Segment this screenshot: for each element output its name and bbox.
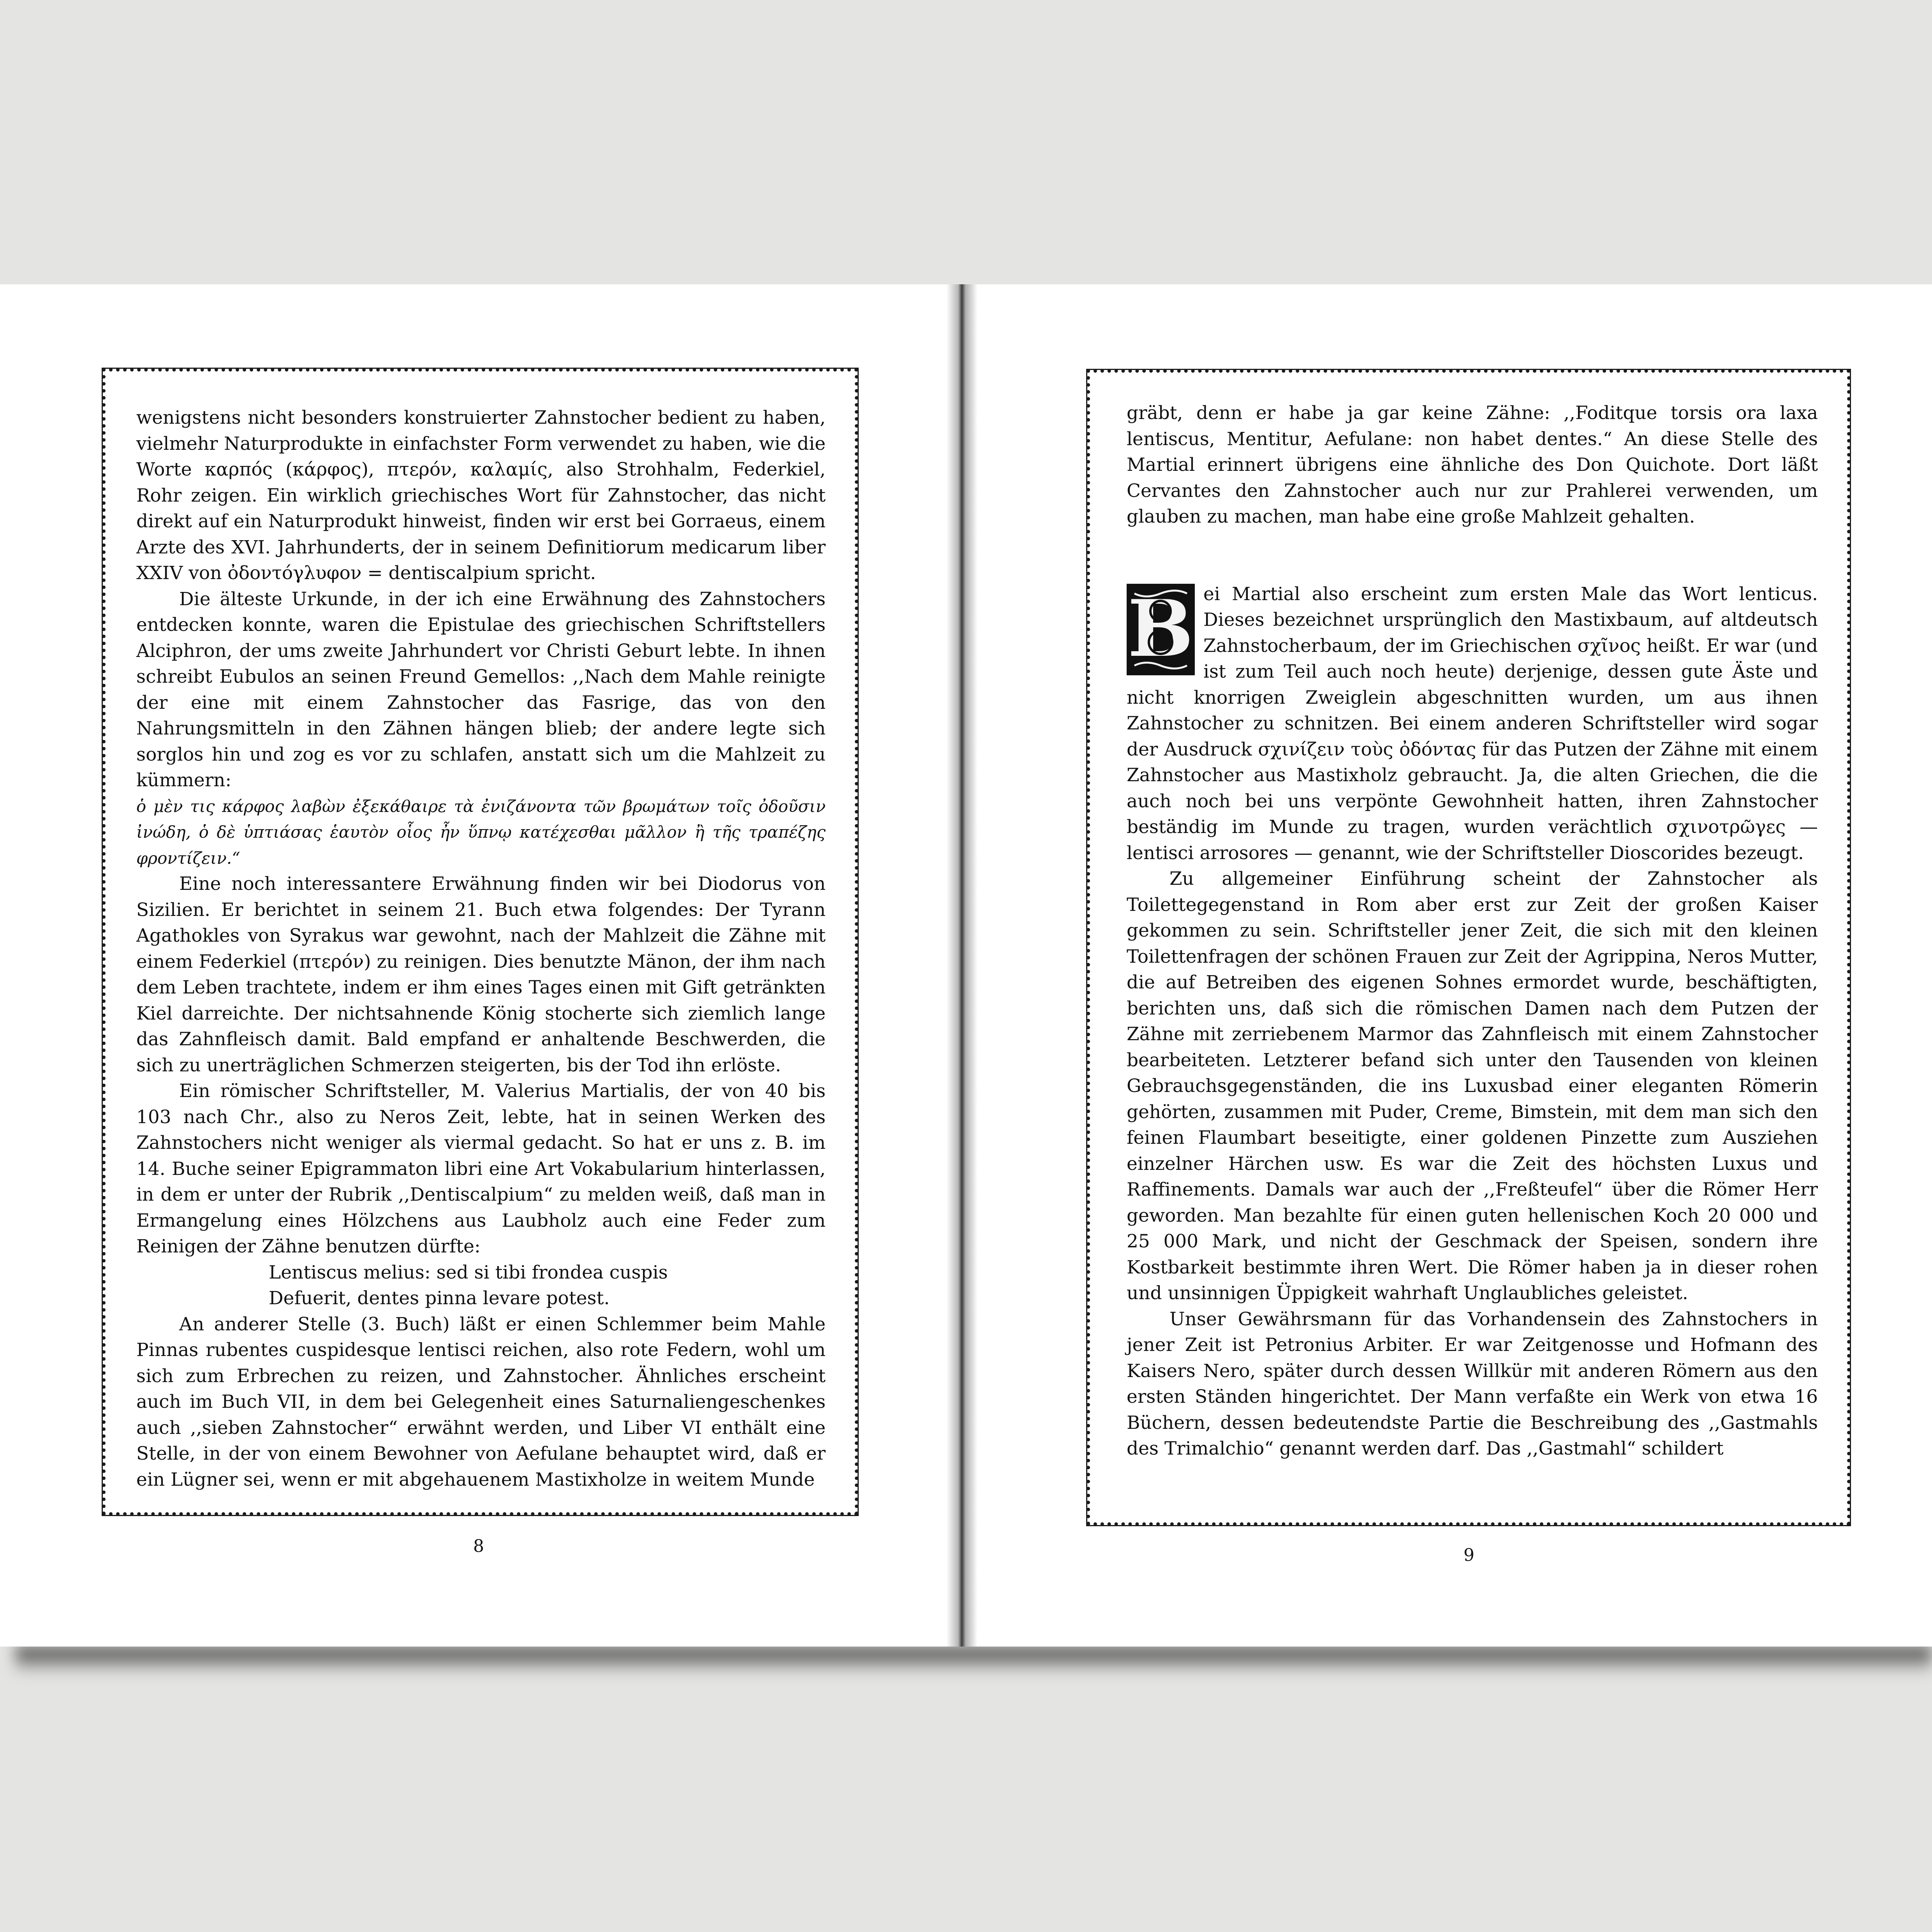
initial-letter: B (1127, 583, 1194, 675)
verse-line: Defuerit, dentes pinna levare potest. (269, 1287, 610, 1309)
paragraph: Zu allgemeiner Einführung scheint der Zahnstocher als Toilettegegenstand in Rom aber erst zur Zeit der großen Kaiser gekommen zu sein. Schriftsteller jener Zeit, die sich mit den kleinen Toilettenfragen der schönen Frauen zur Zeit der Agrippina, Neros Mutter, die auf Betreiben des eigenen Sohnes ermordet wurde, beschäftigten, berichten uns, daß sich die römischen Damen nach dem Putzen der Zähne mit zerriebenem Marmor das Zahnfleisch mit einem Zahnstocher bearbeiteten. Letzterer befand sich unter den Tausenden von kleinen Gebrauchsgegenständen, die ins Luxusbad einer eleganten Römerin gehörten, zusammen mit Puder, Creme, Bimstein, mit dem man sich den feinen Flaumbart beseitigte, einer goldenen Pinzette zum Ausziehen einzelner Härchen usw. Es war die Zeit des höchsten Luxus und Raffinements. Damals war auch der ,,Freßteufel“ über die Römer Herr geworden. Man bezahlte für einen guten hellenischen Koch 20 000 und 25 000 Mark, und nicht der Geschmack der Speisen, sondern ihre Kostbarkeit bestimmte ihren Wert. Die Römer haben ja in dieser rohen und unsinnigen Üppigkeit wahrhaft Unglaubliches geleistet. (1127, 868, 1818, 1304)
paragraph: Die älteste Urkunde, in der ich eine Erwähnung des Zahnstochers entdecken konnte, waren die Epistulae des griechischen Schriftstellers Alciphron, der ums zweite Jahrhundert vor Christi Geburt lebte. In ihnen schreibt Eubulos an seinen Freund Gemellos: ,,Nach dem Mahle reinigte der eine mit einem Zahnstocher das Fasrige, das von den Nahrungsmitteln in den Zähnen hängen blieb; der andere legte sich sorglos hin und zog es vor zu schlafen, anstatt sich um die Mahlzeit zu kümmern: (136, 588, 826, 791)
greek-quote: ὁ μὲν τις κάρφος λαβὼν ἐξεκάθαιρε τὰ ἐνιζάνοντα τῶν βρωμάτων τοῖς ὀδοῦσιν ἰνώδη, ὁ δὲ ὑπτιάσας ἑαυτὸν οἷος ἦν ὕπνῳ κατέχεσθαι μᾶλλον ἢ τῆς τραπέζης φροντίζειν.“ (136, 796, 826, 868)
paragraph: gräbt, denn er habe ja gar keine Zähne: ,,Foditque torsis ora laxa lentiscus, Mentitur, Aefulane: non habet dentes.“ An diese Stelle des Martial erinnert übrigens eine ähnliche des Don Quichote. Dort läßt Cervantes den Zahnstocher auch nur zur Prahlerei verwenden, um glauben zu machen, man habe eine große Mahlzeit gehalten. (1127, 402, 1818, 527)
paragraph: An anderer Stelle (3. Buch) läßt er einen Schlemmer beim Mahle Pinnas rubentes cuspidesque lentisci reichen, also rote Federn, wohl um sich zum Erbrechen zu reizen, und Zahnstocher. Ähnliches erscheint auch im Buch VII, in dem bei Gelegenheit eines Saturnaliengeschenkes auch ,,sieben Zahnstocher“ erwähnt werden, und Liber VI enthält eine Stelle, in der von einem Bewohner von Aefulane behauptet wird, daß er ein Lügner sei, wenn er mit abgehauenem Mastixholze in weitem Munde (136, 1313, 826, 1490)
decorative-initial-b (1127, 584, 1195, 675)
page-number-left: 8 (473, 1536, 484, 1556)
verse-line: Lentiscus melius: sed si tibi frondea cuspis (269, 1261, 668, 1283)
page-number-right: 9 (1464, 1545, 1474, 1565)
paragraph: Ein römischer Schriftsteller, M. Valerius Martialis, der von 40 bis 103 nach Chr., also zu Neros Zeit, lebte, hat in seinen Werken des Zahnstochers nicht weniger als viermal gedacht. So hat er uns z. B. im 14. Buche seiner Epigrammaton libri eine Art Vokabularium hinterlassen, in dem er unter der Rubrik ,,Dentiscalpium“ zu melden weiß, daß man in Ermangelung eines Hölzchens aus Laubholz auch eine Feder zum Reinigen der Zähne benutzen dürfte: (136, 1080, 826, 1257)
book-shadow (16, 1647, 1932, 1674)
paragraph: Eine noch interessantere Erwähnung finden wir bei Diodorus von Sizilien. Er berichtet in seinem 21. Buch etwa folgendes: Der Tyrann Agathokles von Syrakus war gewohnt, nach der Mahlzeit die Zähne mit einem Federkiel (πτερόν) zu reinigen. Dies benutzte Mänon, der ihm nach dem Leben trachtete, indem er ihm eines Tages einen mit Gift getränkten Kiel darreichte. Der nichtsahnende König stocherte sich ziemlich lange das Zahnfleisch damit. Bald empfand er anhaltende Beschwerden, die sich zu unerträglichen Schmerzen steigerten, bis der Tod ihn erlöste. (136, 873, 826, 1076)
book-gutter (946, 284, 977, 1647)
left-page-text (136, 405, 826, 1493)
paragraph: Unser Gewährsmann für das Vorhandensein des Zahnstochers in jener Zeit ist Petronius Arbiter. Er war Zeitgenosse und Hofmann des Kaisers Nero, später durch dessen Willkür mit anderen Römern aus den ersten Ständen hingerichtet. Der Mann verfaßte ein Werk von etwa 16 Büchern, dessen bedeutendste Partie die Beschreibung des ,,Gastmahls des Trimalchio“ genannt werden darf. Das ,,Gastmahl“ schildert (1127, 1308, 1818, 1459)
right-page-text (1127, 400, 1818, 1462)
paragraph: ei Martial also erscheint zum ersten Male das Wort lenticus. Dieses bezeichnet ursprünglich den Mastixbaum, auf altdeutsch Zahnstocherbaum, der im Griechischen σχῖνος heißt. Er war (und ist zum Teil auch noch heute) derjenige, dessen gute Äste und nicht knorrigen Zweiglein abgeschnitten wurden, um aus ihnen Zahnstocher zu schnitzen. Bei einem anderen Schriftsteller wird sogar der Ausdruck σχινίζειν τοὺς ὀδόντας für das Putzen der Zähne mit einem Zahnstocher aus Mastixholz gebraucht. Ja, die alten Griechen, die die auch noch bei uns verpönte Gewohnheit hatten, ihren Zahnstocher beständig im Munde zu tragen, wurden verächtlich σχινοτρῶγες — lentisci arrosores — genannt, wie der Schriftsteller Dioscorides bezeugt. (1127, 583, 1818, 864)
paragraph: wenigstens nicht besonders konstruierter Zahnstocher bedient zu haben, vielmehr Naturprodukte in einfachster Form verwendet zu haben, wie die Worte καρπός (κάρφος), πτερόν, καλαμίς, also Strohhalm, Federkiel, Rohr zeigen. Ein wirklich griechisches Wort für Zahnstocher, das nicht direkt auf ein Naturprodukt hinweist, finden wir erst bei Gorraeus, einem Arzte des XVI. Jahrhunderts, der in seinem Definitiorum medicarum liber XXIV von ὀδοντόγλυφον = dentiscalpium spricht. (136, 407, 826, 584)
section-gap (1127, 530, 1818, 581)
ornament-icon (1127, 584, 1195, 675)
